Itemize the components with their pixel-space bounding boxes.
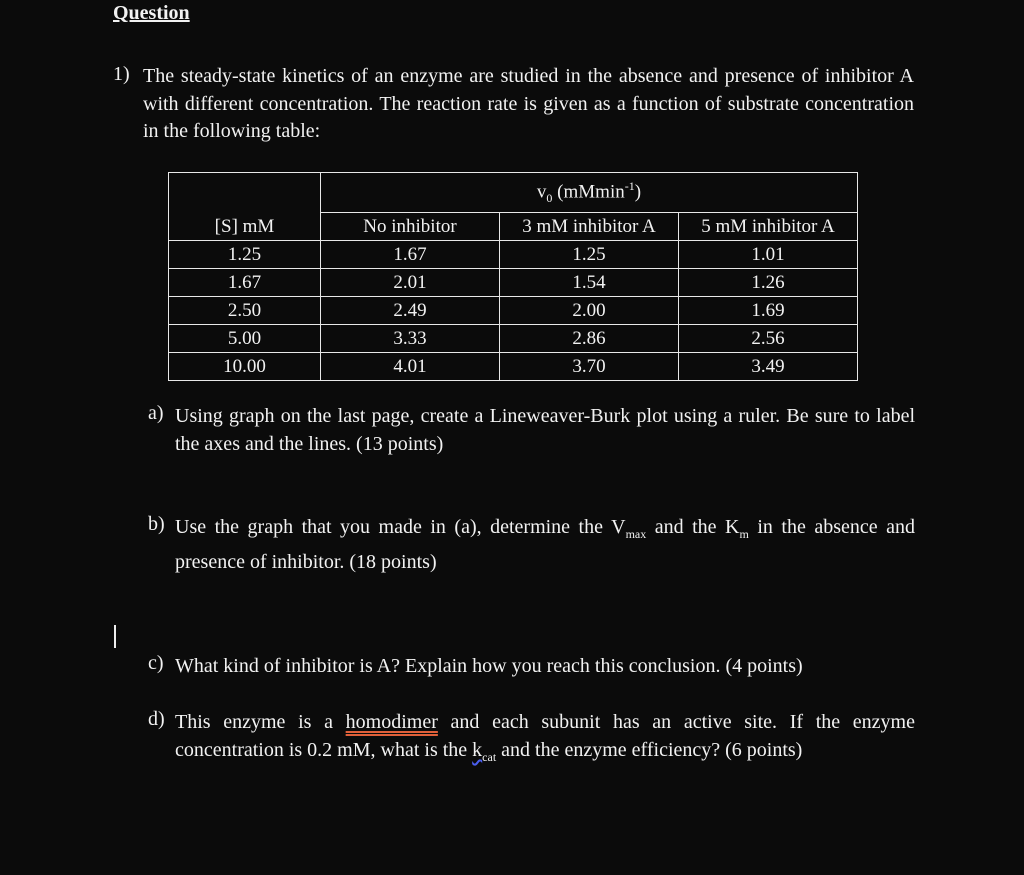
table-row (169, 269, 858, 297)
text-cursor (114, 625, 116, 648)
part-c-label: c) (148, 652, 164, 674)
col-header-5mm: 5 mM inhibitor A (679, 213, 858, 241)
question-text: The steady-state kinetics of an enzyme are studied in the absence and presence of inhibitor A with different concentration. The reaction rate is given as a function of substrate concentration in the following table: (143, 65, 914, 142)
cell: 1.54 (500, 269, 679, 297)
spellcheck-kcat[interactable]: $k_{cat}$ (472, 739, 497, 764)
cell: 1.01 (679, 241, 858, 269)
col-header-no-inhibitor: No inhibitor (321, 213, 500, 241)
cell: 2.56 (679, 325, 858, 353)
cell: 4.01 (321, 353, 500, 381)
part-d-text: This enzyme is a homodimer and each subunit has an active site. If the enzyme concentration is 0.2 mM, what is the $k_{cat}$ and the enzyme efficiency? (6 points) (175, 711, 915, 764)
part-b-text: Use the graph that you made in (a), determine the $V_{max}$ and the $K_m$ in the absence and presence of inhibitor. (18 points) (175, 516, 915, 573)
cell: 3.49 (679, 353, 858, 381)
cell: 1.25 (169, 241, 321, 269)
cell: 3.33 (321, 325, 500, 353)
group-header-v0: $v_0$ (mMmin$^{-1}$) (321, 173, 858, 213)
kinetics-table (168, 172, 858, 381)
col-header-s: [S] mM (169, 173, 321, 241)
cell: 2.01 (321, 269, 500, 297)
cell: 1.67 (169, 269, 321, 297)
part-b-label: b) (148, 513, 165, 535)
part-a-text: Using graph on the last page, create a Lineweaver-Burk plot using a ruler. Be sure to label the axes and the lines. (13 points) (175, 405, 915, 455)
table-row (169, 241, 858, 269)
part-a-label: a) (148, 402, 164, 424)
cell: 1.26 (679, 269, 858, 297)
col-header-3mm: 3 mM inhibitor A (500, 213, 679, 241)
question-number: 1) (113, 63, 130, 85)
cell: 1.69 (679, 297, 858, 325)
cell: 2.50 (169, 297, 321, 325)
cell: 2.00 (500, 297, 679, 325)
spellcheck-homodimer[interactable]: homodimer (345, 711, 438, 733)
cell: 2.86 (500, 325, 679, 353)
part-c-text: What kind of inhibitor is A? Explain how you reach this conclusion. (4 points) (175, 655, 803, 677)
table-row (169, 325, 858, 353)
table-row (169, 353, 858, 381)
cell: 3.70 (500, 353, 679, 381)
question-heading: Question (113, 2, 190, 24)
part-d-label: d) (148, 708, 165, 730)
cell: 10.00 (169, 353, 321, 381)
table-row (169, 297, 858, 325)
cell: 1.67 (321, 241, 500, 269)
cell: 1.25 (500, 241, 679, 269)
cell: 5.00 (169, 325, 321, 353)
cell: 2.49 (321, 297, 500, 325)
